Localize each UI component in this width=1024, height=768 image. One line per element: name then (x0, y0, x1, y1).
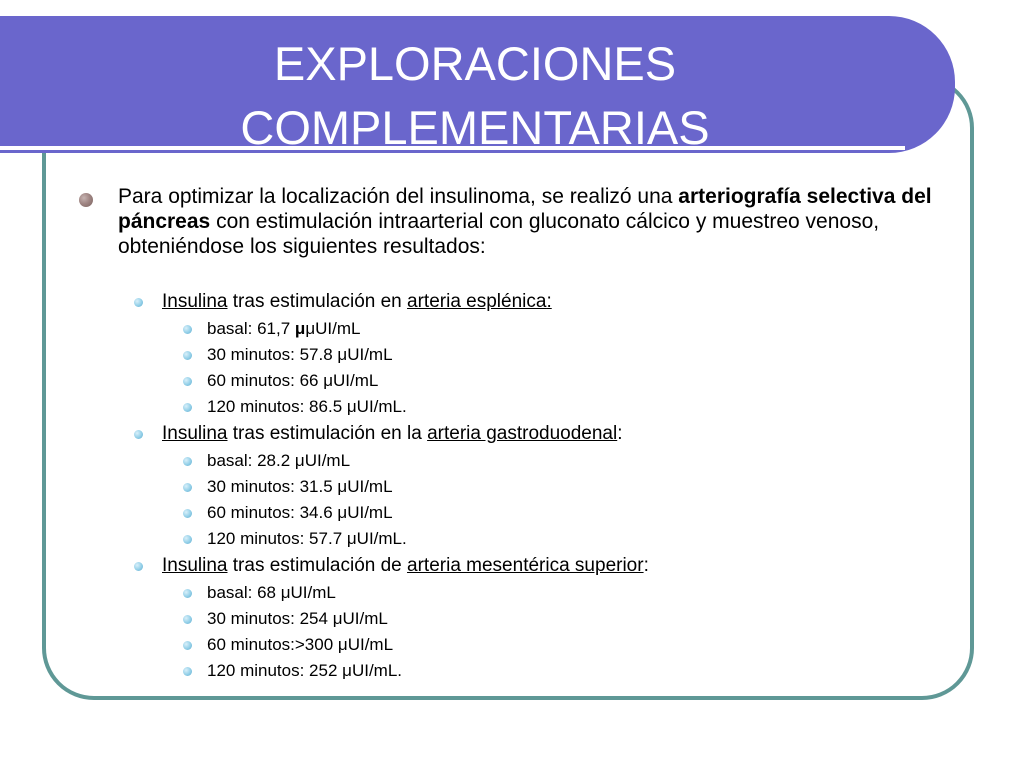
intro-paragraph (118, 184, 948, 259)
section-heading-gastroduodenal (162, 422, 623, 446)
list-bullet-icon (183, 615, 192, 624)
list-item: 30 minutos: 57.8 μUI/mL (207, 345, 393, 364)
list-bullet-icon (183, 589, 192, 598)
intro-text-end: con estimulación intraarterial con gluconato cálcico y muestreo venoso, obteniéndose los siguientes resultados: (118, 210, 880, 258)
list-item-bold-text: μ (294, 319, 306, 338)
section-heading-mesenterica (162, 554, 649, 578)
list-item: 60 minutos: 66 μUI/mL (207, 371, 379, 390)
list-bullet-icon (183, 509, 192, 518)
section-heading-colon: : (617, 423, 623, 444)
insulina-term: Insulina (162, 555, 228, 576)
list-item: basal: 28.2 μUI/mL (207, 451, 351, 470)
section-heading-text: tras estimulación en la (227, 423, 428, 444)
bullet-icon (79, 193, 93, 207)
artery-name: arteria gastroduodenal (427, 423, 618, 444)
sub-bullet-icon (134, 430, 143, 439)
list-bullet-icon (183, 641, 192, 650)
list-bullet-icon (183, 377, 192, 386)
list-bullet-icon (183, 325, 192, 334)
sub-bullet-icon (134, 298, 143, 307)
section-heading-text: tras estimulación de (227, 555, 408, 576)
list-item: 30 minutos: 31.5 μUI/mL (207, 477, 393, 496)
list-item: 120 minutos: 57.7 μUI/mL. (207, 529, 407, 548)
list-bullet-icon (183, 667, 192, 676)
list-bullet-icon (183, 483, 192, 492)
insulina-term: Insulina (162, 291, 228, 312)
sub-bullet-icon (134, 562, 143, 571)
list-item-text: basal: 61,7 (207, 319, 295, 338)
intro-text-start: Para optimizar la localización del insulinoma, se realizó una (118, 185, 679, 208)
slide-title-line-1: EXPLORACIONES (273, 37, 677, 90)
list-item-text-end: μUI/mL (305, 319, 361, 338)
list-item: 60 minutos: 34.6 μUI/mL (207, 503, 393, 522)
list-item: 60 minutos:>300 μUI/mL (207, 635, 394, 654)
insulina-term: Insulina (162, 423, 228, 444)
list-bullet-icon (183, 351, 192, 360)
list-bullet-icon (183, 535, 192, 544)
artery-name: arteria esplénica (407, 291, 547, 312)
section-heading-colon: : (546, 291, 552, 312)
section-heading-text: tras estimulación en (227, 291, 408, 312)
slide-title-line-2: COMPLEMENTARIAS (240, 101, 710, 154)
list-bullet-icon (183, 457, 192, 466)
list-item: 120 minutos: 86.5 μUI/mL. (207, 397, 407, 416)
artery-name: arteria mesentérica superior (407, 555, 644, 576)
list-item: 30 minutos: 254 μUI/mL (207, 609, 388, 628)
list-item: basal: 68 μUI/mL (207, 583, 336, 602)
list-item (207, 318, 360, 340)
section-heading-esplenica (162, 290, 552, 314)
section-heading-colon: : (643, 555, 649, 576)
list-item: 120 minutos: 252 μUI/mL. (207, 661, 403, 680)
list-bullet-icon (183, 403, 192, 412)
intro-bold-text: arteriografía selectiva del páncreas (118, 185, 932, 233)
